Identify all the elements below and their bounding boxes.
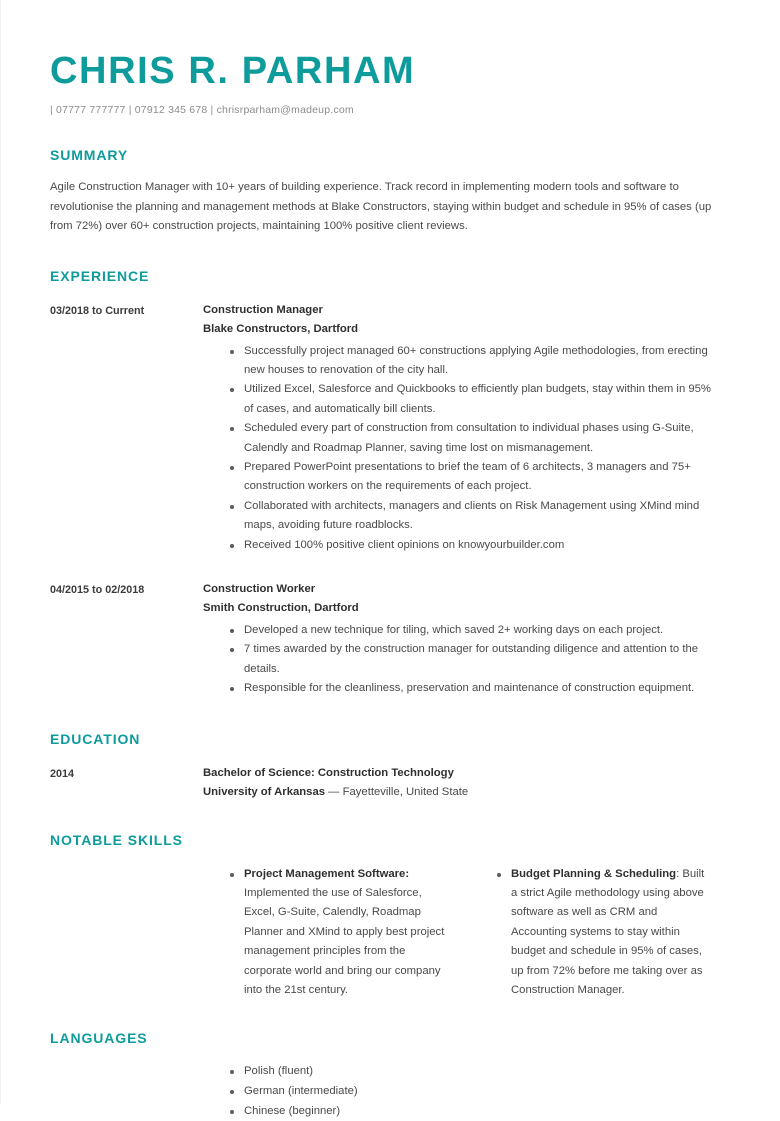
education-dates: 2014 bbox=[50, 767, 75, 780]
list-item bbox=[495, 865, 713, 1001]
list-item: Collaborated with architects, managers and clients on Risk Management using XMind mind maps, avoiding future roadblocks. bbox=[228, 497, 722, 536]
experience-bullet-list bbox=[203, 342, 730, 555]
section-heading-notable-skills: NOTABLE SKILLS bbox=[50, 831, 183, 848]
list-item: Utilized Excel, Salesforce and Quickbooks to efficiently plan budgets, stay within them in 95% of cases, and automatically bill clients. bbox=[228, 380, 722, 419]
education-degree: Bachelor of Science: Construction Technology bbox=[203, 766, 454, 779]
section-heading-summary: SUMMARY bbox=[50, 147, 129, 163]
page-left-border bbox=[0, 0, 1, 1104]
section-heading-languages: LANGUAGES bbox=[50, 1030, 148, 1047]
skills-column-right bbox=[470, 865, 713, 1001]
list-item: Developed a new technique for tiling, which saved 2+ working days on each project. bbox=[228, 621, 722, 640]
skill-label: Project Management Software: bbox=[244, 867, 410, 880]
list-item: Responsible for the cleanliness, preservation and maintenance of construction equipment. bbox=[228, 679, 722, 698]
skill-label: Budget Planning & Scheduling bbox=[511, 867, 677, 880]
skills-bullet-list bbox=[470, 865, 713, 1001]
skills-columns bbox=[50, 865, 730, 1001]
list-item: Chinese (beginner) bbox=[228, 1102, 730, 1121]
list-item: Polish (fluent) bbox=[228, 1062, 730, 1082]
skills-bullet-list bbox=[203, 865, 446, 1001]
list-item: 7 times awarded by the construction manager for outstanding diligence and attention to the details. bbox=[228, 640, 722, 679]
experience-entry bbox=[50, 301, 730, 555]
list-item bbox=[228, 865, 446, 1001]
section-heading-experience: EXPERIENCE bbox=[50, 267, 150, 284]
experience-details bbox=[203, 580, 730, 699]
list-item: Successfully project managed 60+ constructions applying Agile methodologies, from erecting new houses to renovation of the city hall. bbox=[228, 342, 722, 381]
section-heading-education: EDUCATION bbox=[50, 730, 141, 747]
experience-bullet-list bbox=[203, 621, 730, 699]
experience-organization: Smith Construction, Dartford bbox=[203, 601, 359, 614]
skills-column-left bbox=[203, 865, 446, 1001]
list-item: Received 100% positive client opinions on knowyourbuilder.com bbox=[228, 536, 722, 555]
experience-dates: 04/2015 to 02/2018 bbox=[50, 583, 145, 596]
experience-job-title: Construction Worker bbox=[203, 582, 316, 595]
languages-bullet-list bbox=[203, 1062, 730, 1121]
list-item: German (intermediate) bbox=[228, 1082, 730, 1102]
skill-description: : Built a strict Agile methodology using above software as well as CRM and Accounting systems to stay within budget and schedule in 95% of cases, up from 72% before me taking over as Construction Manager. bbox=[511, 867, 705, 997]
candidate-name: CHRIS R. PARHAM bbox=[50, 50, 416, 92]
resume-content bbox=[50, 0, 730, 1121]
education-details bbox=[203, 764, 730, 802]
experience-organization: Blake Constructors, Dartford bbox=[203, 322, 359, 335]
experience-details bbox=[203, 301, 730, 555]
contact-line: | 07777 777777 | 07912 345 678 | chrisrparham@madeup.com bbox=[50, 104, 354, 116]
experience-job-title: Construction Manager bbox=[203, 303, 323, 316]
languages-content bbox=[50, 1062, 730, 1121]
education-school bbox=[203, 783, 730, 802]
list-item: Prepared PowerPoint presentations to brief the team of 6 architects, 3 managers and 75+ construction workers on the requirements of each project. bbox=[228, 458, 722, 497]
education-school-location: — Fayetteville, United State bbox=[325, 785, 469, 798]
experience-entry bbox=[50, 580, 730, 699]
skill-description: Implemented the use of Salesforce, Excel, G-Suite, Calendly, Roadmap Planner and XMind to apply best project management principles from the corporate world and bring our company into the 21st century. bbox=[244, 887, 445, 997]
experience-dates: 03/2018 to Current bbox=[50, 304, 145, 317]
list-item: Scheduled every part of construction from consultation to individual phases using G-Suite, Calendly and Roadmap Planner, saving time lost on mismanagement. bbox=[228, 419, 722, 458]
education-entry bbox=[50, 764, 730, 802]
education-school-name: University of Arkansas bbox=[203, 785, 326, 798]
summary-text: Agile Construction Manager with 10+ years of building experience. Track record in implementing modern tools and software to revolutionise the planning and management methods at Blake Constructors, staying within budget and schedule in 95% of cases (up from 72%) over 60+ construction projects, maintaining 100% positive client reviews. bbox=[50, 181, 712, 232]
